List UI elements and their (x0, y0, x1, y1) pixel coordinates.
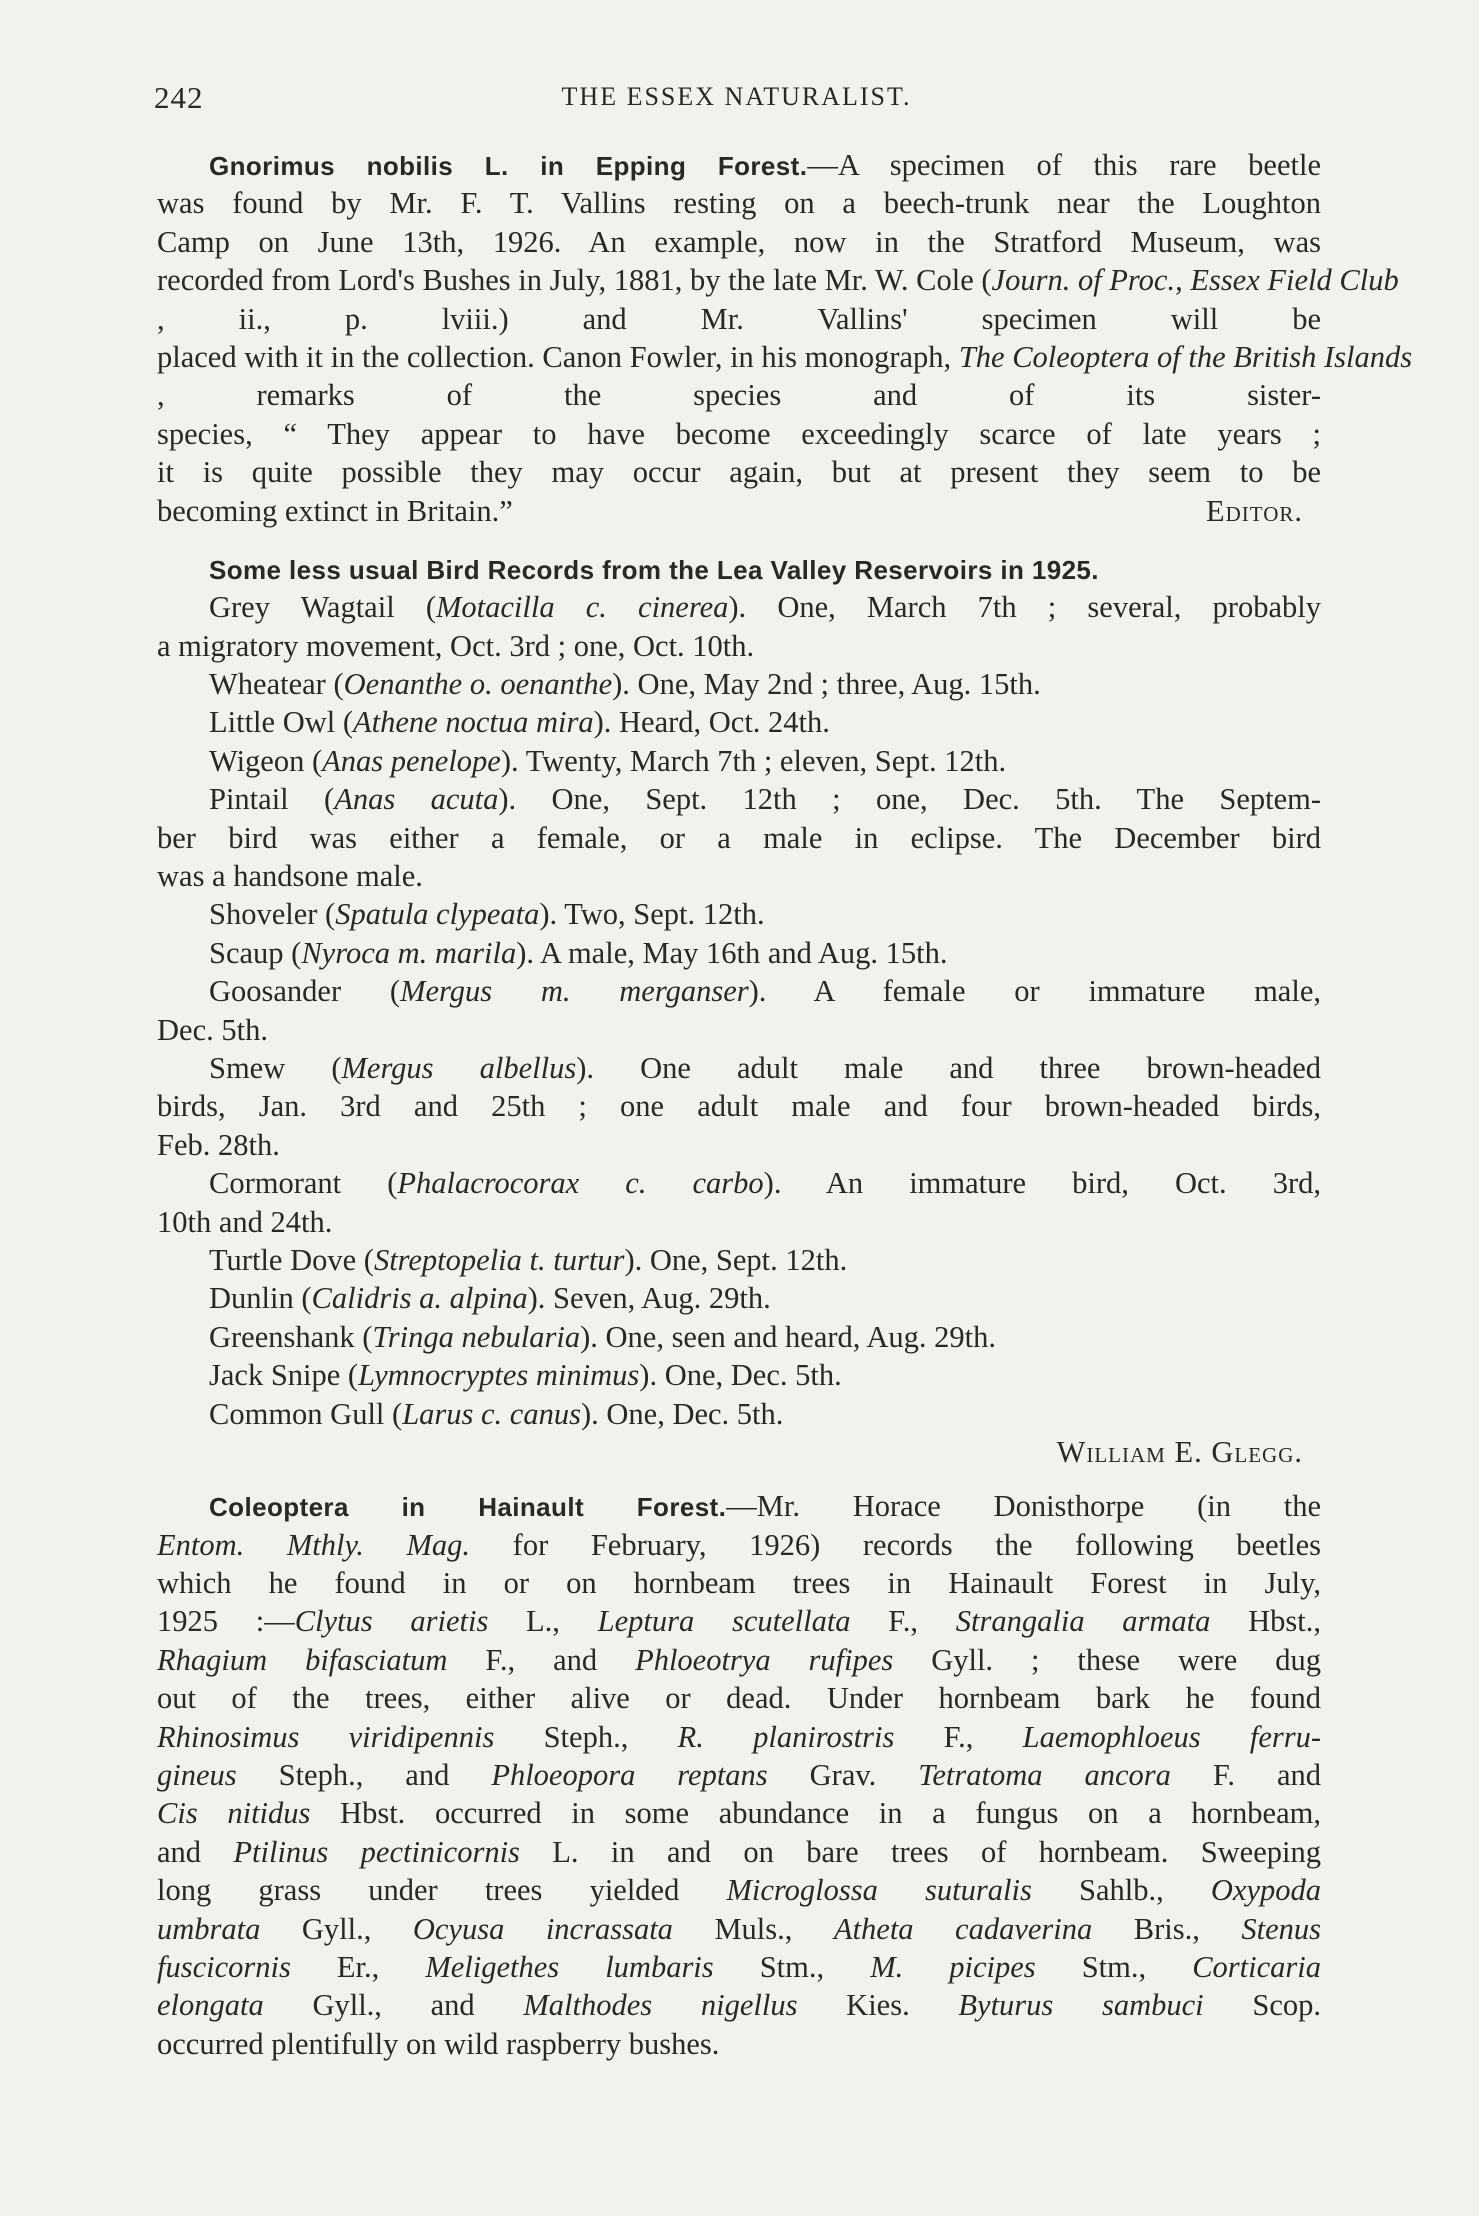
text-run: Steph., and (236, 1758, 492, 1793)
text-run: Stm., (1035, 1949, 1193, 1984)
article-line (157, 1487, 1321, 1525)
bird-latin-name: Calidris a. alpina (311, 1281, 528, 1316)
article-line: placed with it in the collection. Canon Fowler, in his monograph, The Coleoptera of the British Islands (157, 339, 1413, 374)
bird-record: Wigeon (Anas penelope). Twenty, March 7th ; eleven, Sept. 12th. (209, 743, 1007, 778)
bird-latin-name: Tringa nebularia (372, 1319, 581, 1354)
text-run: Hbst., (1210, 1604, 1322, 1639)
species-name: Corticaria (1192, 1949, 1321, 1984)
bird-name: Pintail (209, 782, 289, 817)
text-run: Gyll. ; these were dug (893, 1642, 1321, 1677)
article-line (157, 2025, 1321, 2063)
article-heading: Gnorimus nobilis L. in Epping Forest. (209, 151, 808, 181)
page-number: 242 (154, 80, 204, 115)
bird-record-continuation: Dec. 5th. (157, 1012, 268, 1047)
text-run: L., (488, 1604, 598, 1639)
article-line: becoming extinct in Britain.” Editor. (157, 492, 1321, 530)
article-line (157, 1794, 1321, 1832)
species-name: Oxypoda (1210, 1873, 1321, 1908)
article-line: it is quite possible they may occur again, but at present they seem to be (157, 455, 1321, 490)
text-run: out of the trees, either alive or dead. Under hornbeam bark he found (157, 1681, 1321, 1716)
article-line: , ii., p. lviii.) and Mr. Vallins' specimen will be (157, 301, 1321, 336)
article-line: Camp on June 13th, 1926. An example, now in the Stratford Museum, was (157, 224, 1321, 259)
article-gnorimus (157, 146, 1413, 530)
text-run: Kies. (797, 1988, 959, 2023)
species-name: Clytus arietis (294, 1604, 489, 1639)
article-line (157, 1718, 1321, 1756)
text-run: Steph., (494, 1719, 678, 1754)
journal-title: THE ESSEX NATURALIST. (561, 82, 912, 111)
bird-latin-name: Phalacrocorax c. carbo (397, 1166, 764, 1201)
text-run: F., and (447, 1642, 636, 1677)
text-run: Muls., (672, 1911, 834, 1946)
species-name: Entom. Mthly. Mag. (157, 1527, 471, 1562)
species-name: elongata (157, 1988, 264, 2023)
bird-latin-name: Nyroca m. marila (301, 935, 517, 970)
text-run: —Mr. Horace Donisthorpe (in the (726, 1489, 1321, 1524)
bird-name: Goosander (209, 974, 342, 1009)
bird-record: Pintail (Anas acuta). One, Sept. 12th ; one, Dec. 5th. The Septem- (209, 782, 1321, 817)
bird-latin-name: Athene noctua mira (353, 705, 594, 740)
bird-name: Jack Snipe (209, 1358, 341, 1393)
bird-record-continuation: a migratory movement, Oct. 3rd ; one, Oct. 10th. (157, 628, 755, 663)
bird-latin-name: Mergus m. merganser (400, 974, 749, 1009)
bird-name: Shoveler (209, 897, 318, 932)
bird-name: Cormorant (209, 1166, 342, 1201)
article-line (157, 1602, 1321, 1640)
species-name: R. planirostris (677, 1719, 895, 1754)
article-line (157, 1871, 1321, 1909)
bird-record-list (157, 588, 1321, 1433)
species-name: Atheta cadaverina (833, 1911, 1093, 1946)
bird-record: Turtle Dove (Streptopelia t. turtur). One, Sept. 12th. (209, 1242, 848, 1277)
bird-observation: A male, May 16th and Aug. 15th. (539, 935, 948, 970)
species-name: Ptilinus pectinicornis (233, 1834, 520, 1869)
bird-record: Jack Snipe (Lymnocryptes minimus). One, Dec. 5th. (209, 1358, 842, 1393)
article-line (157, 1679, 1321, 1717)
article-line (157, 1910, 1321, 1948)
bird-record-continuation: birds, Jan. 3rd and 25th ; one adult male and four brown-headed birds, (157, 1089, 1321, 1124)
bird-latin-name: Anas penelope (322, 743, 501, 778)
article-line (157, 1948, 1321, 1986)
text-run: for February, 1926) records the following beetles (470, 1527, 1321, 1562)
bird-latin-name: Oenanthe o. oenanthe (343, 667, 613, 702)
bird-record: Wheatear (Oenanthe o. oenanthe). One, May 2nd ; three, Aug. 15th. (209, 667, 1041, 702)
bird-name: Common Gull (209, 1396, 385, 1431)
species-name: fuscicornis (157, 1949, 291, 1984)
bird-record: Grey Wagtail (Motacilla c. cinerea). One, March 7th ; several, probably (209, 590, 1321, 625)
bird-latin-name: Streptopelia t. turtur (373, 1242, 625, 1277)
bird-name: Greenshank (209, 1319, 355, 1354)
article-line (157, 1833, 1321, 1871)
species-name: M. picipes (870, 1949, 1036, 1984)
article-line (157, 550, 1321, 588)
species-name: Phloeotrya rufipes (635, 1642, 894, 1677)
bird-observation: Two, Sept. 12th. (564, 897, 765, 932)
article-heading: Coleoptera in Hainault Forest. (209, 1492, 727, 1523)
article-line (157, 1526, 1321, 1564)
bird-name: Scaup (209, 935, 284, 970)
article-bird-records (157, 550, 1321, 1471)
article-line: was found by Mr. F. T. Vallins resting on a beech-trunk near the Loughton (157, 186, 1321, 221)
article-heading: Some less usual Bird Records from the Lea Valley Reservoirs in 1925. (209, 554, 1099, 585)
bird-observation: One, seen and heard, Aug. 29th. (605, 1319, 996, 1354)
bird-observation: An immature bird, Oct. 3rd, (825, 1166, 1321, 1201)
bird-observation: Heard, Oct. 24th. (619, 705, 830, 740)
text-run: Gyll., and (263, 1988, 524, 2023)
text-run: Gyll., (260, 1911, 413, 1946)
article-line: , remarks of the species and of its sister- (157, 378, 1321, 413)
bird-observation: One, Sept. 12th ; one, Dec. 5th. The Septem- (551, 782, 1321, 817)
bird-name: Smew (209, 1050, 286, 1085)
bird-observation: One adult male and three brown-headed (640, 1050, 1321, 1085)
bird-name: Wheatear (209, 667, 326, 702)
text-run: Sahlb., (1031, 1873, 1211, 1908)
article-line (157, 1641, 1321, 1679)
article-line: Gnorimus nobilis L. in Epping Forest.—A specimen of this rare beetle (209, 148, 1321, 182)
text-run: occurred plentifully on wild raspberry bushes. (157, 2026, 720, 2061)
bird-latin-name: Motacilla c. cinerea (435, 590, 729, 625)
species-name: Meligethes lumbaris (425, 1949, 714, 1984)
species-name: Phloeopora reptans (491, 1758, 768, 1793)
running-head (154, 80, 1319, 120)
species-name: gineus (157, 1758, 237, 1793)
bird-latin-name: Larus c. canus (402, 1396, 581, 1431)
citation: The Coleoptera of the British Islands (958, 339, 1413, 374)
bird-name: Wigeon (209, 743, 305, 778)
bird-record-continuation: Feb. 28th. (157, 1127, 280, 1162)
bird-record: Little Owl (Athene noctua mira). Heard, Oct. 24th. (209, 705, 830, 740)
text-run: 1925 :— (157, 1604, 295, 1639)
bird-observation: One, Dec. 5th. (606, 1396, 784, 1431)
bird-name: Little Owl (209, 705, 336, 740)
species-name: Strangalia armata (955, 1604, 1211, 1639)
text-run: Grav. (767, 1758, 919, 1793)
bird-latin-name: Anas acuta (334, 782, 499, 817)
text-run: L. in and on bare trees of hornbeam. Sweeping (519, 1834, 1321, 1869)
bird-observation: A female or immature male, (813, 974, 1321, 1009)
article-line (157, 1564, 1321, 1602)
species-name: Rhinosimus viridipennis (157, 1719, 495, 1754)
text-run: Bris., (1092, 1911, 1242, 1946)
text-run: long grass under trees yielded (157, 1873, 727, 1908)
species-name: Tetratoma ancora (918, 1758, 1171, 1793)
text-run: Scop. (1203, 1988, 1321, 2023)
citation: Journ. of Proc., Essex Field Club (991, 263, 1399, 298)
bird-record: Goosander (Mergus m. merganser). A female or immature male, (209, 974, 1321, 1009)
species-name: Stenus (1241, 1911, 1321, 1946)
bird-observation: One, May 2nd ; three, Aug. 15th. (637, 667, 1041, 702)
bird-record-continuation: ber bird was either a female, or a male in eclipse. The December bird (157, 820, 1321, 855)
article-line: recorded from Lord's Bushes in July, 1881, by the late Mr. W. Cole (Journ. of Proc., Essex Field Club (157, 263, 1399, 298)
text-run: Er., (290, 1949, 426, 1984)
bird-record: Common Gull (Larus c. canus). One, Dec. 5th. (209, 1396, 784, 1431)
editor-signature: Editor. (1205, 493, 1303, 528)
bird-observation: Twenty, March 7th ; eleven, Sept. 12th. (525, 743, 1007, 778)
bird-latin-name: Lymnocryptes minimus (358, 1358, 640, 1393)
bird-name: Grey Wagtail (209, 590, 395, 625)
species-name: Rhagium bifasciatum (157, 1642, 448, 1677)
bird-record-continuation: was a handsone male. (157, 859, 423, 894)
species-name: Leptura scutellata (597, 1604, 851, 1639)
text-run: and (157, 1834, 234, 1869)
bird-latin-name: Mergus albellus (341, 1050, 577, 1085)
text-block (157, 146, 1413, 2063)
bird-record: Smew (Mergus albellus). One adult male and three brown-headed (209, 1050, 1321, 1085)
species-name: umbrata (157, 1911, 261, 1946)
article-line (157, 1986, 1321, 2024)
bird-observation: One, Dec. 5th. (664, 1358, 842, 1393)
species-name: Microglossa suturalis (726, 1873, 1032, 1908)
bird-latin-name: Spatula clypeata (335, 897, 540, 932)
text-run: Hbst. occurred in some abundance in a fungus on a hornbeam, (310, 1796, 1321, 1831)
article-line (157, 1756, 1321, 1794)
species-name: Laemophloeus ferru- (1022, 1719, 1321, 1754)
bird-name: Turtle Dove (209, 1242, 357, 1277)
article-coleoptera (157, 1487, 1321, 2063)
text-run: which he found in or on hornbeam trees in Hainault Forest in July, (157, 1566, 1321, 1601)
bird-record: Cormorant (Phalacrocorax c. carbo). An immature bird, Oct. 3rd, (209, 1166, 1321, 1201)
species-name: Byturus sambuci (958, 1988, 1204, 2023)
text-run: Stm., (713, 1949, 871, 1984)
bird-record: Scaup (Nyroca m. marila). A male, May 16th and Aug. 15th. (209, 935, 948, 970)
text-run: F., (894, 1719, 1023, 1754)
text-run: F., (850, 1604, 956, 1639)
bird-observation: Seven, Aug. 29th. (553, 1281, 771, 1316)
bird-record: Greenshank (Tringa nebularia). One, seen and heard, Aug. 29th. (209, 1319, 996, 1354)
bird-name: Dunlin (209, 1281, 294, 1316)
species-name: Malthodes nigellus (523, 1988, 798, 2023)
bird-record: Shoveler (Spatula clypeata). Two, Sept. 12th. (209, 897, 765, 932)
species-name: Cis nitidus (157, 1796, 311, 1831)
species-name: Ocyusa incrassata (412, 1911, 673, 1946)
glegg-signature: William E. Glegg. (1056, 1434, 1303, 1469)
article-line: species, “ They appear to have become exceedingly scarce of late years ; (157, 416, 1321, 451)
bird-observation: One, Sept. 12th. (649, 1242, 848, 1277)
bird-record-continuation: 10th and 24th. (157, 1204, 333, 1239)
bird-record: Dunlin (Calidris a. alpina). Seven, Aug. 29th. (209, 1281, 771, 1316)
text-run: F. and (1170, 1758, 1322, 1793)
bird-observation: One, March 7th ; several, probably (777, 590, 1321, 625)
